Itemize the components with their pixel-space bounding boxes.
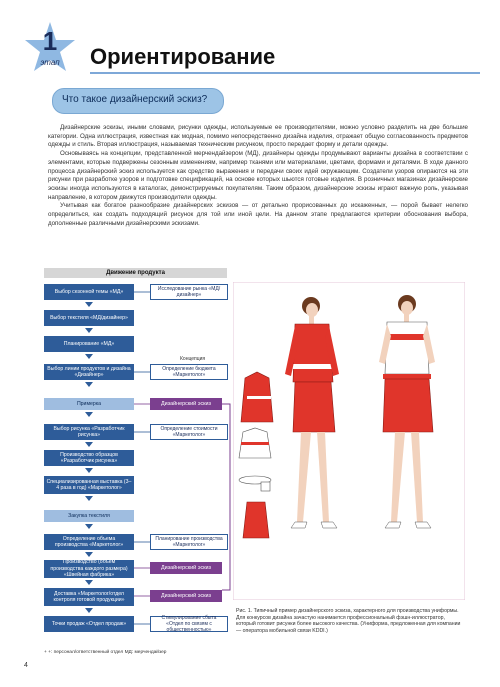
flow-step: Примерка — [44, 398, 134, 410]
side-box: Определение стоимости «Маркетолог» — [150, 424, 228, 440]
flow-arrow — [85, 442, 93, 447]
flow-step: Производство образцов «Разработчик рисунка» — [44, 450, 134, 466]
top-flat-sketch — [239, 428, 271, 458]
flow-step: Выбор текстиля «МД/дизайнер» — [44, 310, 134, 326]
flow-step: Производство (объем производства каждого размера) «Швейная фабрика» — [44, 560, 134, 578]
body-paragraph: Дизайнерские эскизы, иными словами, рисунки одежды, используемые ее производителями, можно условно разделить на две большие категории. Одна иллюстрация, известная как модная, помимо непосредственно дизайна изделия, отражает общую согласованность предметов одежды и стиль. Вторая иллюстрация, называемая техническим рисунком, просто передает форму и детали одежды. — [48, 124, 468, 149]
body-paragraph: Учитывая как богатое разнообразие дизайнерских эскизов — от детально прорисованных до искаженных, — порой бывает нелегко определиться, как создать подходящий рисунок для той или иной цели. На данном этапе предлагаются критерии обоснования выбора, дополненные различными дизайнерскими эскизами. — [48, 202, 468, 227]
sketch-box: Дизайнерский эскиз — [150, 590, 222, 602]
flow-arrow — [85, 524, 93, 529]
sketch-box: Дизайнерский эскиз — [150, 562, 222, 574]
flow-step: Планирование «МД» — [44, 336, 134, 352]
page-number: 4 — [24, 662, 28, 669]
flow-arrow — [85, 328, 93, 333]
side-box: Планирование производства «Маркетолог» — [150, 534, 228, 550]
flow-step: Закупка текстиля — [44, 510, 134, 522]
page-title: Ориентирование — [90, 44, 276, 69]
flow-step: Определение объема производства «Маркетолог» — [44, 534, 134, 550]
concept-label: Концепция — [180, 356, 206, 362]
section-question: Что такое дизайнерский эскиз? — [62, 94, 208, 105]
title-rule — [90, 72, 480, 74]
flow-step: Точки продаж «Отдел продаж» — [44, 616, 134, 632]
flow-step: Выбор линии продуктов и дизайна «Дизайнер» — [44, 364, 134, 380]
flow-arrow — [85, 468, 93, 473]
flow-arrow — [85, 354, 93, 359]
flow-arrow — [85, 412, 93, 417]
skirt-flat-sketch — [243, 502, 269, 538]
side-box: Исследование рынка «МД/дизайнер» — [150, 284, 228, 300]
flowchart-heading: Движение продукта — [44, 268, 227, 278]
side-box: Определение бюджета «Маркетолог» — [150, 364, 228, 380]
flow-arrow — [85, 302, 93, 307]
body-paragraph: Основываясь на концепции, представленной мерчендайзером (МД), дизайнеры одежды продумывают варианты дизайна в соответствии с элементами, которые подвержены сезонным изменениям, например тканями или материалами, цветами, формами и деталями. В ходе данного процесса дизайнерский эскиз используется как средство выражения и передачи своих идей окружающим. Создатели узоров опираются на эти рисунки при разработке узоров и подготовке спецификаций, на основе которых шьются готовые изделия. В розничных магазинах дизайнерские эскизы иногда используются в каталогах, демонстрируемых покупателям. Таким образом, дизайнерские эскизы играют важную роль, указывая направление, в котором движутся производители одежды. — [48, 150, 468, 201]
flow-step: Доставка «Маркетолог/отдел контроля готовой продукции» — [44, 588, 134, 606]
flow-arrow — [85, 496, 93, 501]
jacket-flat-sketch — [241, 372, 273, 422]
flow-arrow — [85, 580, 93, 585]
uniform-fashion-illustration — [233, 282, 465, 600]
figure-caption: Рис. 1. Типичный пример дизайнерского эскиза, характерного для производства униформы. Для конкурсов дизайна зачастую нанимается профессиональный фэшн-иллюстратор, который готовит рисунки более высокого качества. (Униформа, предложенная для компании — оператора мобильной связи KDDI.) — [236, 608, 461, 634]
flow-arrow — [85, 608, 93, 613]
flow-step: Выбор сезонной темы «МД» — [44, 284, 134, 300]
flow-connectors — [134, 280, 154, 640]
sketch-box: Дизайнерский эскиз — [150, 398, 222, 410]
flow-step: Специализированная выставка (3–4 раза в год) «Маркетолог» — [44, 476, 134, 494]
flow-arrow — [85, 552, 93, 557]
flowchart-footnote: + +: персонал/ответственный отдел МД: мерчендайзер — [44, 650, 167, 655]
body-text — [48, 124, 468, 228]
stage-number: 1 — [42, 26, 58, 56]
side-box: Стимулирование сбыта «Отдел по связям с общественностью» — [150, 616, 228, 632]
flow-step: Выбор рисунка «Разработчик рисунка» — [44, 424, 134, 440]
flow-arrow — [85, 382, 93, 387]
stage-word: этап — [40, 58, 60, 67]
